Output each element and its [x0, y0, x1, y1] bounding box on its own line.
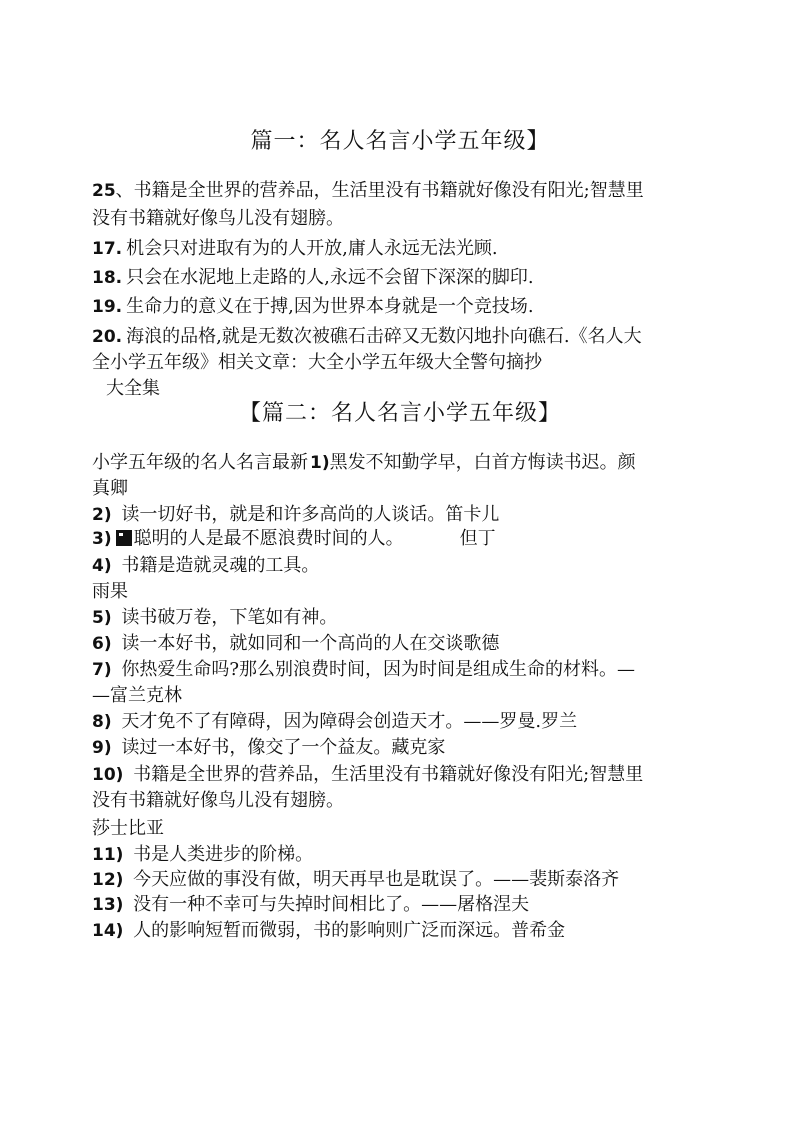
quote-number: 14): [92, 921, 124, 941]
quote-12: [92, 865, 619, 891]
intro-line1: [92, 448, 636, 474]
quote-text: 、书籍是全世界的营养品，生活里没有书籍就好像没有阳光;智慧里: [115, 180, 644, 201]
quote-10-line1: [92, 760, 643, 786]
section2-title: 【篇二：名人名言小学五年级】: [238, 401, 561, 426]
quote-4: [92, 551, 319, 577]
quote-text: 聪明的人是最不愿浪费时间的人。: [133, 528, 404, 549]
quote-number: 20.: [92, 327, 123, 347]
quote-4-author: 雨果: [92, 581, 128, 602]
quote-text: 读一切好书，就是和许多高尚的人谈话。笛卡儿: [121, 504, 500, 525]
quote-number: 4): [92, 556, 112, 576]
quote-text: 书是人类进步的阶梯。: [133, 844, 314, 865]
quote-9: [92, 733, 445, 759]
quote-text: 海浪的品格,就是无数次被礁石击碎又无数闪地扑向礁石.《名人大: [126, 326, 642, 347]
quote-text: 读一本好书，就如同和一个高尚的人在交谈歌德: [121, 633, 500, 654]
quote-10-author: 莎士比亚: [92, 818, 164, 839]
quote-5: [92, 603, 337, 629]
broken-glyph-icon: [116, 530, 132, 546]
quote-number: 25: [92, 181, 116, 201]
quote-20-line3: 大全集: [106, 378, 160, 399]
quote-text: 没有一种不幸可与失掉时间相比了。——屠格涅夫: [133, 894, 530, 915]
quote-20-line1: [92, 322, 642, 348]
quote-text: 你热爱生命吗?那么别浪费时间，因为时间是组成生命的材料。—: [121, 659, 635, 680]
section1-title: 篇一：名人名言小学五年级】: [250, 129, 550, 154]
quote-20-line2: 全小学五年级》相关文章：大全小学五年级大全警句摘抄: [92, 352, 542, 373]
quote-author: 但丁: [459, 528, 496, 549]
quote-number: 12): [92, 870, 124, 890]
quote-text: 天才免不了有障碍，因为障碍会创造天才。——罗曼.罗兰: [121, 711, 578, 732]
quote-number: 13): [92, 895, 124, 915]
quote-3: [92, 524, 496, 550]
quote-14: [92, 916, 565, 942]
quote-8: [92, 707, 577, 733]
intro-line2: 真卿: [92, 478, 128, 499]
quote-13: [92, 890, 529, 916]
quote-number: 11): [92, 845, 124, 865]
quote-17: [92, 234, 498, 260]
quote-text: 书籍是造就灵魂的工具。: [121, 555, 320, 576]
quote-number: 1): [310, 453, 330, 473]
quote-18: [92, 263, 534, 289]
quote-25-line1: [92, 176, 644, 202]
quote-11: [92, 840, 313, 866]
quote-text: 读书破万卷，下笔如有神。: [121, 607, 338, 628]
quote-number: 17.: [92, 239, 123, 259]
quote-number: 19.: [92, 297, 123, 317]
quote-7-line2: —富兰克林: [92, 685, 182, 706]
quote-19: [92, 292, 534, 318]
quote-text: 机会只对进取有为的人开放,庸人永远无法光顾.: [126, 238, 498, 259]
quote-text: 今天应做的事没有做，明天再早也是耽误了。——裴斯泰洛齐: [133, 869, 620, 890]
quote-number: 9): [92, 738, 112, 758]
quote-text: 只会在水泥地上走路的人,永远不会留下深深的脚印.: [126, 267, 534, 288]
quote-number: 5): [92, 608, 112, 628]
quote-number: 10): [92, 765, 124, 785]
quote-number: 3): [92, 529, 112, 549]
quote-10-line2: 没有书籍就好像鸟儿没有翅膀。: [92, 790, 344, 811]
quote-number: 18.: [92, 268, 123, 288]
quote-25-line2: 没有书籍就好像鸟儿没有翅膀。: [92, 208, 344, 229]
quote-2: [92, 500, 499, 526]
quote-text: 生命力的意义在于搏,因为世界本身就是一个竞技场.: [126, 296, 534, 317]
quote-7-line1: [92, 655, 635, 681]
quote-number: 2): [92, 505, 112, 525]
quote-text: 人的影响短暂而微弱，书的影响则广泛而深远。普希金: [133, 920, 566, 941]
quote-text: 读过一本好书，像交了一个益友。藏克家: [121, 737, 446, 758]
quote-number: 6): [92, 634, 112, 654]
quote-text: 书籍是全世界的营养品，生活里没有书籍就好像没有阳光;智慧里: [133, 764, 644, 785]
quote-number: 8): [92, 712, 112, 732]
intro-text: 小学五年级的名人名言最新: [92, 452, 308, 473]
quote-number: 7): [92, 660, 112, 680]
intro-quote: 黑发不知勤学早，白首方悔读书迟。颜: [329, 452, 636, 473]
quote-6: [92, 629, 499, 655]
